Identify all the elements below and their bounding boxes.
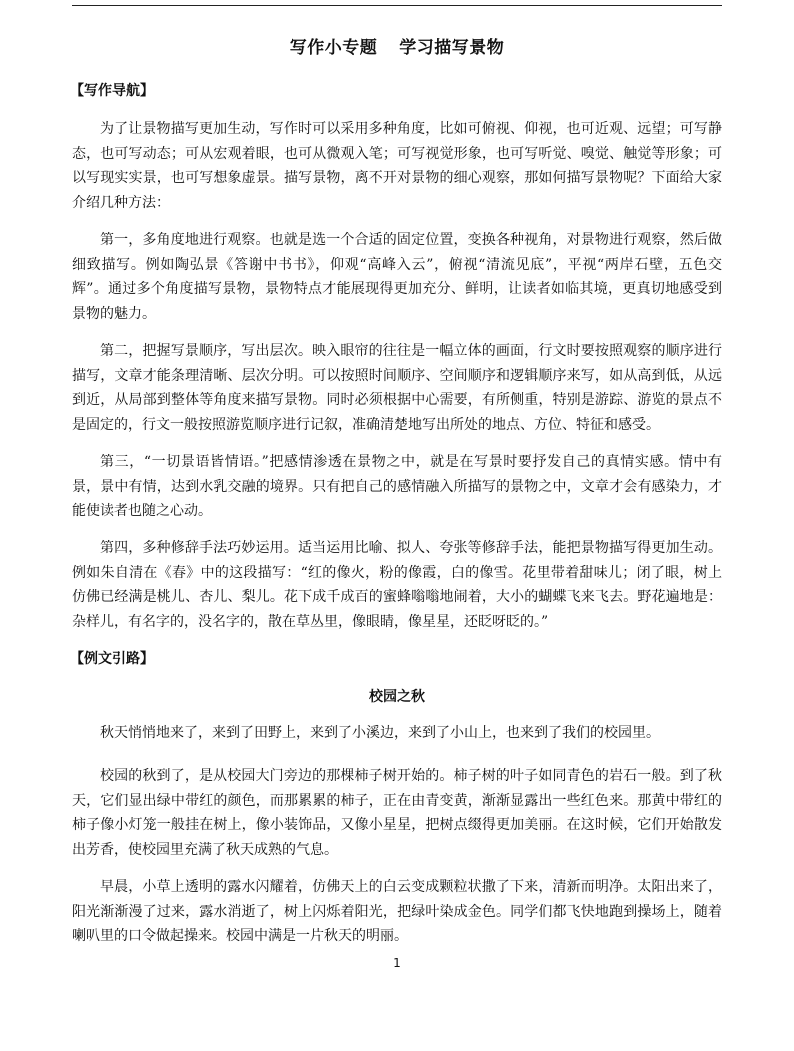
section-heading-example: 【例文引路】 [70,651,154,667]
guide-paragraph-fourth: 第四，多种修辞手法巧妙运用。适当运用比喻、拟人、夸张等修辞手法，能把景物描写得更加生动。例如朱自清在《春》中的这段描写：“红的像火，粉的像霞，白的像雪。花里带着甜味儿；闭了眼，树上仿佛已经满是桃儿、杏儿、梨儿。花下成千成百的蜜蜂嗡嗡地闹着，大小的蝴蝶飞来飞去。野花遍地是：杂样儿，有名字的，没名字的，散在草丛里，像眼睛，像星星，还眨呀眨的。” [72,540,722,631]
title-part2: 学习描写景物 [399,38,505,58]
essay-paragraph-2: 校园的秋到了，是从校园大门旁边的那棵柿子树开始的。柿子树的叶子如同青色的岩石一般。到了秋天，它们显出绿中带红的颜色，而那累累的柿子，正在由青变黄，渐渐显露出一些红色来。那黄中带红的柿子像小灯笼一般挂在树上，像小装饰品，又像小星星，把树点缀得更加美丽。在这时候，它们开始散发出芳香，使校园里充满了秋天成熟的气息。 [72,768,722,858]
section-heading-guide: 【写作导航】 [70,83,154,99]
page-title [0,33,794,58]
header-rule [72,5,722,6]
page-number: 1 [393,956,401,970]
guide-paragraph-intro: 为了让景物描写更加生动，写作时可以采用多种角度，比如可俯视、仰视，也可近观、远望；可写静态，也可写动态；可从宏观着眼，也可从微观入笔；可写视觉形象，也可写听觉、嗅觉、触觉等形象；可以写现实实景，也可写想象虚景。描写景物，离不开对景物的细心观察，那如何描写景物呢？下面给大家介绍几种方法： [72,121,722,212]
essay-paragraph-3: 早晨，小草上透明的露水闪耀着，仿佛天上的白云变成颗粒状撒了下来，清新而明净。太阳出来了，阳光渐渐漫了过来，露水消逝了，树上闪烁着阳光，把绿叶染成金色。同学们都飞快地跑到操场上，随着喇叭里的口令做起操来。校园中满是一片秋天的明丽。 [72,879,722,944]
essay-title: 校园之秋 [369,689,425,705]
guide-paragraph-first: 第一，多角度地进行观察。也就是选一个合适的固定位置，变换各种视角，对景物进行观察，然后做细致描写。例如陶弘景《答谢中书书》，仰观“高峰入云”，俯视“清流见底”，平视“两岸石壁，五色交辉”。通过多个角度描写景物，景物特点才能展现得更加充分、鲜明，让读者如临其境，更真切地感受到景物的魅力。 [72,232,722,323]
guide-paragraph-second: 第二，把握写景顺序，写出层次。映入眼帘的往往是一幅立体的画面，行文时要按照观察的顺序进行描写，文章才能条理清晰、层次分明。可以按照时间顺序、空间顺序和逻辑顺序来写，如从高到低，从远到近，从局部到整体等角度来描写景物。同时必须根据中心需要，有所侧重，特别是游踪、游览的景点不是固定的，行文一般按照游览顺序进行记叙，准确清楚地写出所处的地点、方位、特征和感受。 [72,343,722,434]
guide-paragraph-third: 第三，“一切景语皆情语。”把感情渗透在景物之中，就是在写景时要抒发自己的真情实感。情中有景，景中有情，达到水乳交融的境界。只有把自己的感情融入所描写的景物之中，文章才会有感染力，才能使读者也随之心动。 [72,454,722,520]
title-part1: 写作小专题 [289,38,378,58]
essay-paragraph-1: 秋天悄悄地来了，来到了田野上，来到了小溪边，来到了小山上，也来到了我们的校园里。 [100,725,660,741]
